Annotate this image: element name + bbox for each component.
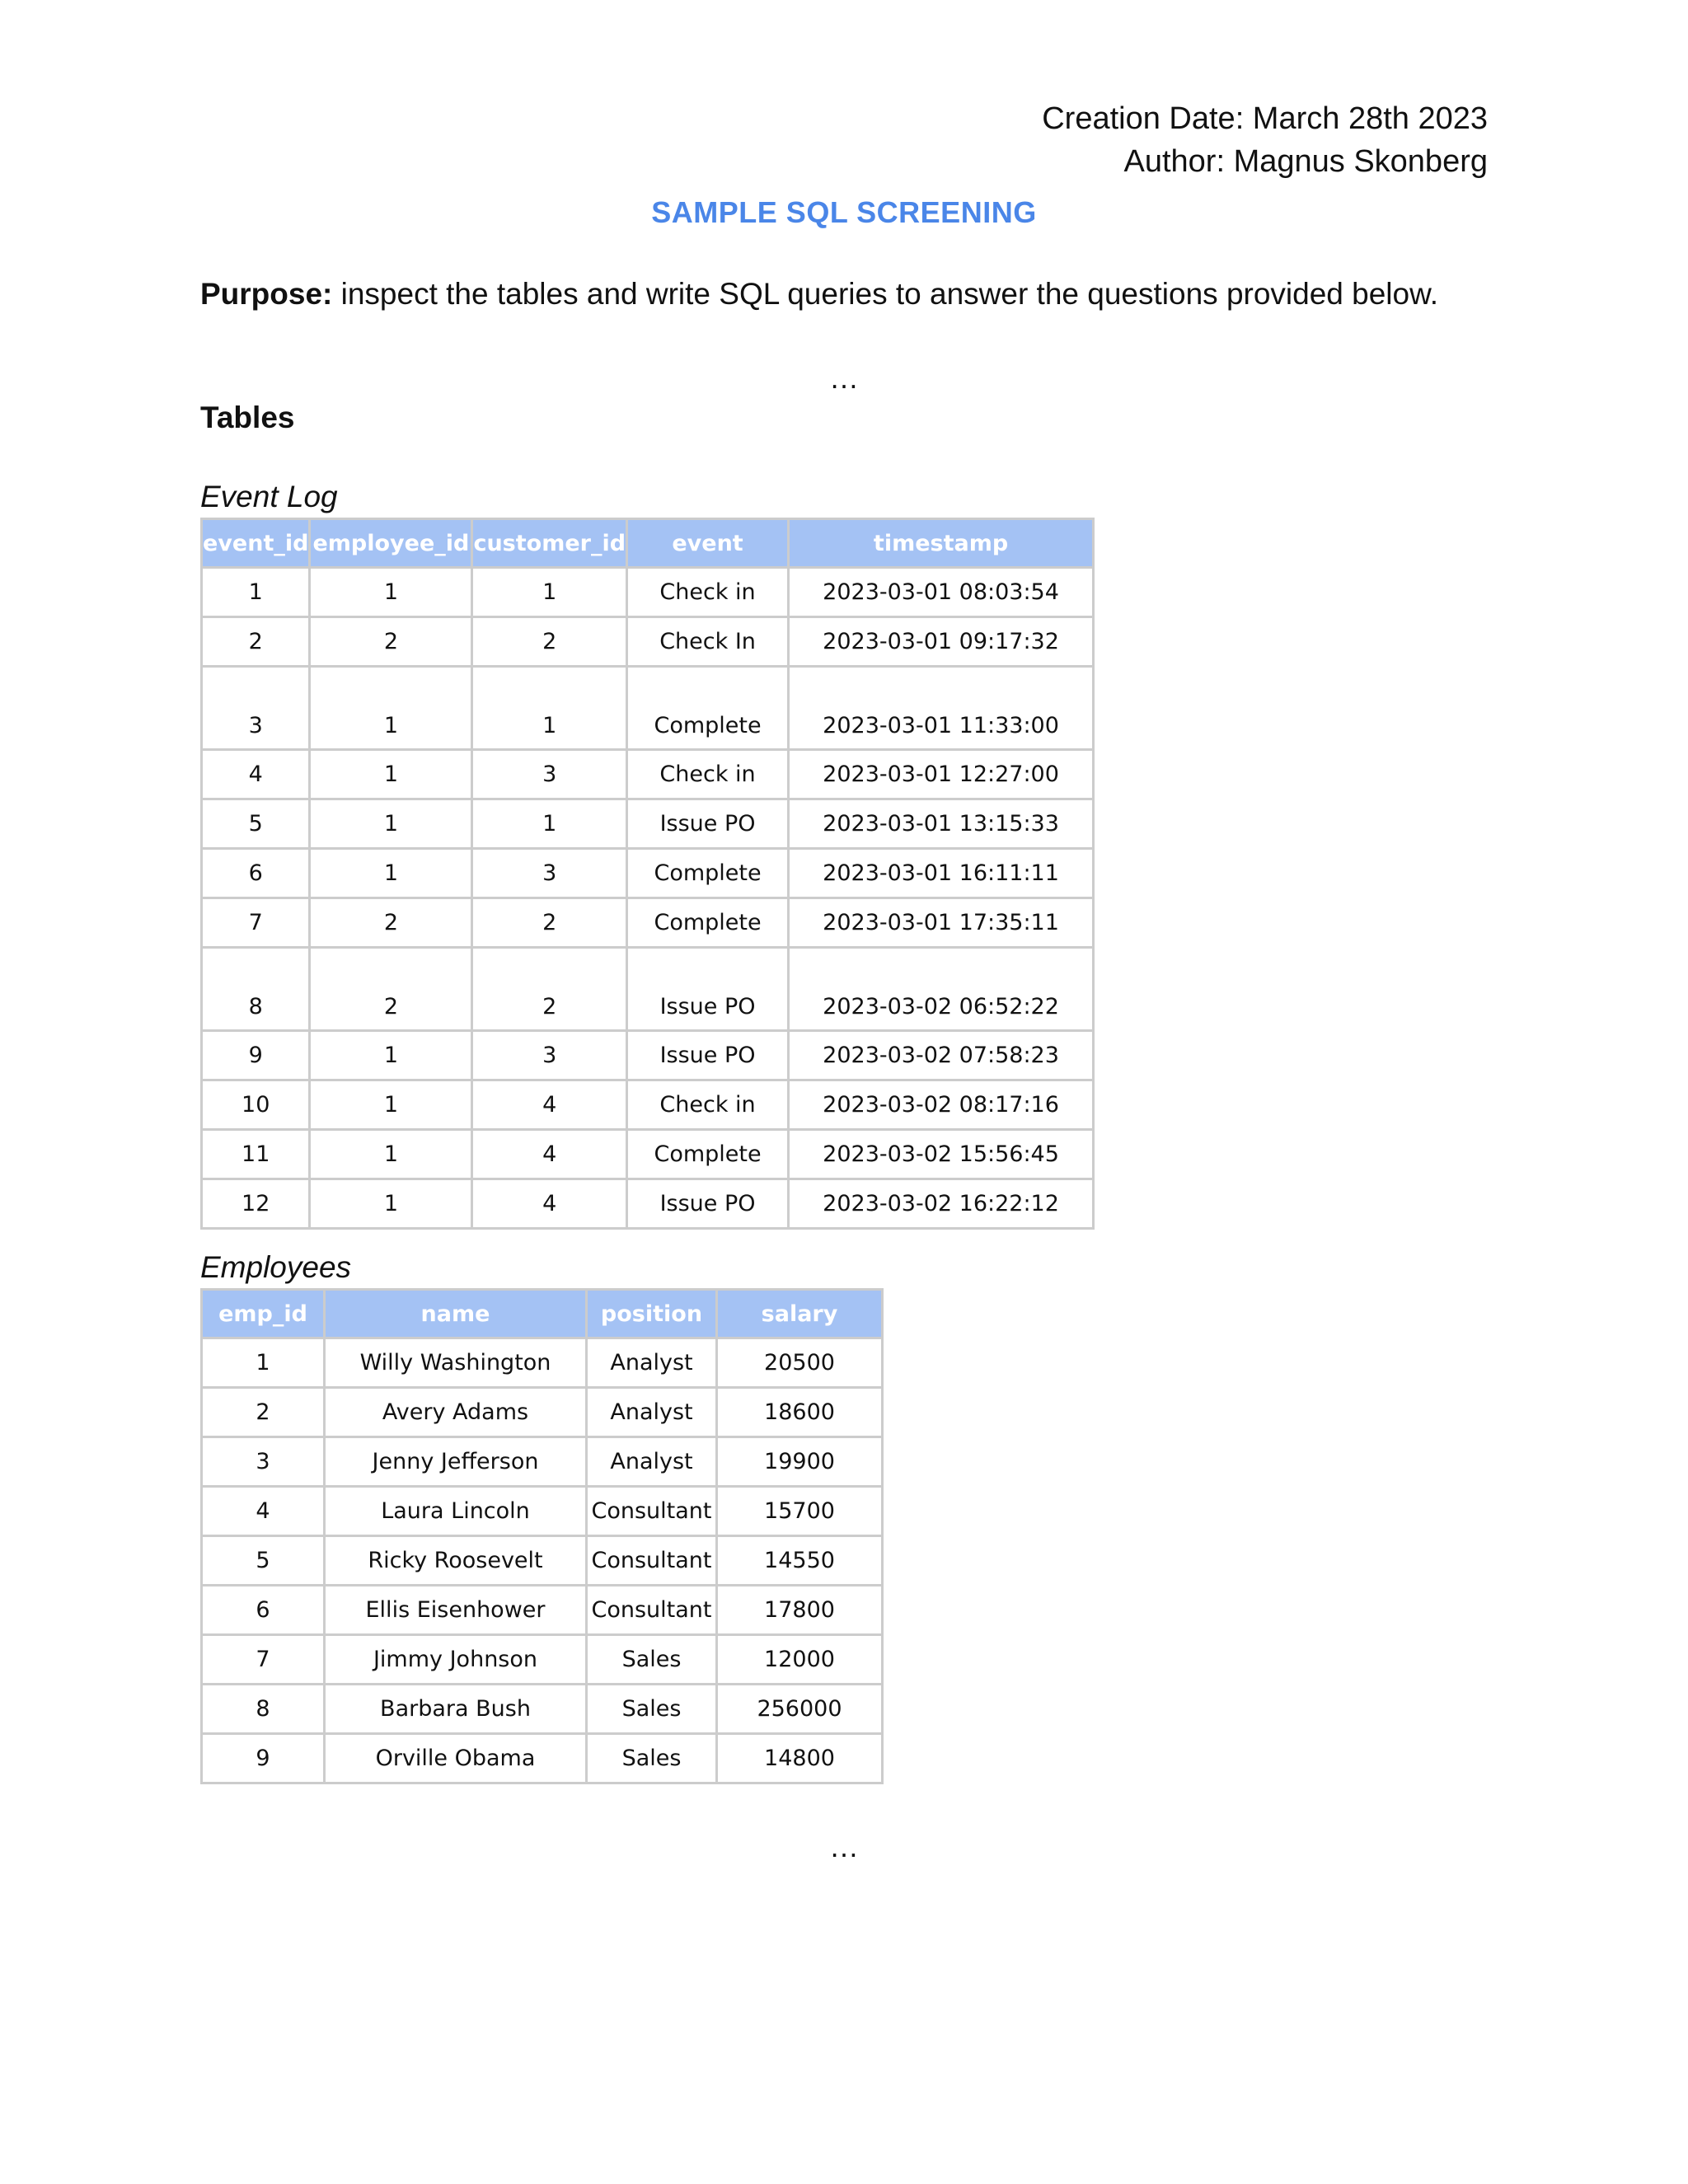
table-cell: 5: [202, 1536, 325, 1586]
table-cell: Consultant: [587, 1586, 717, 1635]
table-cell: 2023-03-01 11:33:00: [789, 667, 1094, 750]
table-cell: Complete: [627, 898, 789, 948]
document-meta: [1042, 97, 1488, 183]
column-header: employee_id: [310, 519, 472, 568]
column-header: name: [325, 1290, 587, 1338]
table-cell: Sales: [587, 1635, 717, 1685]
table-cell: 1: [310, 667, 472, 750]
table-cell: 6: [202, 849, 310, 898]
table-cell: 20500: [717, 1338, 883, 1388]
table-cell: Check in: [627, 568, 789, 617]
table-cell: 4: [202, 1487, 325, 1536]
table-row: [202, 1388, 883, 1437]
table-cell: Barbara Bush: [325, 1685, 587, 1734]
table-cell: 3: [472, 849, 627, 898]
table-row: [202, 1031, 1094, 1080]
table-cell: 1: [472, 799, 627, 849]
table-row: [202, 1080, 1094, 1130]
table-cell: Complete: [627, 849, 789, 898]
table-cell: Ellis Eisenhower: [325, 1586, 587, 1635]
table-cell: 1: [202, 1338, 325, 1388]
purpose-label: Purpose:: [200, 277, 333, 311]
table-row: [202, 1130, 1094, 1179]
purpose-text: inspect the tables and write SQL queries to answer the questions provided below.: [332, 277, 1439, 311]
column-header: event: [627, 519, 789, 568]
table-cell: 1: [202, 568, 310, 617]
table-cell: 1: [310, 849, 472, 898]
table-cell: Analyst: [587, 1437, 717, 1487]
table-cell: 1: [310, 1080, 472, 1130]
column-header: timestamp: [789, 519, 1094, 568]
column-header: customer_id: [472, 519, 627, 568]
table-cell: 15700: [717, 1487, 883, 1536]
table-header-row: [202, 519, 1094, 568]
table-cell: Complete: [627, 1130, 789, 1179]
table-row: [202, 849, 1094, 898]
table-row: [202, 898, 1094, 948]
table-cell: 2023-03-01 09:17:32: [789, 617, 1094, 667]
table-cell: 9: [202, 1031, 310, 1080]
table-cell: 1: [310, 568, 472, 617]
table-cell: 2023-03-02 06:52:22: [789, 948, 1094, 1031]
table-cell: 1: [310, 1179, 472, 1229]
table-header-row: [202, 1290, 883, 1338]
page-title: SAMPLE SQL SCREENING: [651, 195, 1037, 229]
table-cell: Complete: [627, 667, 789, 750]
table-row: [202, 568, 1094, 617]
event-log-table: [200, 518, 1095, 1230]
table-cell: 5: [202, 799, 310, 849]
table-cell: 3: [472, 750, 627, 799]
column-header: position: [587, 1290, 717, 1338]
table-cell: 2: [472, 948, 627, 1031]
table-cell: 3: [472, 1031, 627, 1080]
table-cell: 2: [310, 948, 472, 1031]
table-row: [202, 750, 1094, 799]
table-cell: 2023-03-01 13:15:33: [789, 799, 1094, 849]
table-row: [202, 617, 1094, 667]
table-cell: Willy Washington: [325, 1338, 587, 1388]
table-cell: Issue PO: [627, 1179, 789, 1229]
table-cell: 12000: [717, 1635, 883, 1685]
ellipsis-top: …: [829, 361, 859, 395]
table-cell: 3: [202, 1437, 325, 1487]
table-cell: Orville Obama: [325, 1734, 587, 1783]
table-cell: 4: [472, 1080, 627, 1130]
table-cell: 9: [202, 1734, 325, 1783]
event-log-caption: Event Log: [200, 480, 338, 513]
table-cell: 2023-03-02 16:22:12: [789, 1179, 1094, 1229]
table-cell: 2: [472, 898, 627, 948]
table-cell: Analyst: [587, 1388, 717, 1437]
table-cell: 2023-03-02 07:58:23: [789, 1031, 1094, 1080]
table-row: [202, 1734, 883, 1783]
ellipsis-bottom: …: [829, 1830, 859, 1863]
table-cell: 2023-03-02 08:17:16: [789, 1080, 1094, 1130]
table-cell: 1: [310, 750, 472, 799]
table-cell: 1: [310, 1130, 472, 1179]
table-row: [202, 1179, 1094, 1229]
table-cell: Consultant: [587, 1536, 717, 1586]
column-header: salary: [717, 1290, 883, 1338]
table-cell: 2023-03-01 12:27:00: [789, 750, 1094, 799]
table-cell: Avery Adams: [325, 1388, 587, 1437]
table-cell: 14550: [717, 1536, 883, 1586]
table-cell: Check In: [627, 617, 789, 667]
table-cell: 2: [202, 617, 310, 667]
employees-table: [200, 1288, 884, 1784]
table-cell: 11: [202, 1130, 310, 1179]
table-row: [202, 1685, 883, 1734]
table-cell: 4: [202, 750, 310, 799]
table-row: [202, 799, 1094, 849]
table-cell: Check in: [627, 750, 789, 799]
table-cell: 1: [310, 1031, 472, 1080]
table-cell: Issue PO: [627, 799, 789, 849]
table-row: [202, 948, 1094, 1031]
table-cell: Consultant: [587, 1487, 717, 1536]
table-cell: 1: [310, 799, 472, 849]
table-cell: Ricky Roosevelt: [325, 1536, 587, 1586]
table-cell: Sales: [587, 1734, 717, 1783]
table-row: [202, 1338, 883, 1388]
table-cell: 4: [472, 1130, 627, 1179]
table-cell: Issue PO: [627, 1031, 789, 1080]
table-cell: 8: [202, 1685, 325, 1734]
table-row: [202, 1487, 883, 1536]
table-cell: Jimmy Johnson: [325, 1635, 587, 1685]
table-cell: 7: [202, 1635, 325, 1685]
tables-heading: Tables: [200, 401, 295, 434]
table-cell: 3: [202, 667, 310, 750]
table-cell: 1: [472, 667, 627, 750]
table-cell: 19900: [717, 1437, 883, 1487]
table-cell: 2: [310, 898, 472, 948]
table-row: [202, 667, 1094, 750]
table-cell: 6: [202, 1586, 325, 1635]
table-cell: Check in: [627, 1080, 789, 1130]
table-cell: 2: [202, 1388, 325, 1437]
table-cell: 17800: [717, 1586, 883, 1635]
column-header: emp_id: [202, 1290, 325, 1338]
table-cell: 2: [472, 617, 627, 667]
table-cell: 1: [472, 568, 627, 617]
table-cell: 10: [202, 1080, 310, 1130]
employees-caption: Employees: [200, 1250, 352, 1284]
table-cell: 2023-03-01 17:35:11: [789, 898, 1094, 948]
table-cell: 14800: [717, 1734, 883, 1783]
table-cell: 2023-03-01 16:11:11: [789, 849, 1094, 898]
table-cell: 2023-03-02 15:56:45: [789, 1130, 1094, 1179]
column-header: event_id: [202, 519, 310, 568]
table-cell: 12: [202, 1179, 310, 1229]
table-row: [202, 1635, 883, 1685]
table-cell: 2: [310, 617, 472, 667]
table-row: [202, 1536, 883, 1586]
creation-date: Creation Date: March 28th 2023: [1042, 101, 1488, 136]
table-row: [202, 1586, 883, 1635]
table-cell: 2023-03-01 08:03:54: [789, 568, 1094, 617]
table-cell: 8: [202, 948, 310, 1031]
purpose-statement: [200, 277, 1438, 312]
table-cell: Sales: [587, 1685, 717, 1734]
table-cell: Laura Lincoln: [325, 1487, 587, 1536]
table-cell: Jenny Jefferson: [325, 1437, 587, 1487]
table-cell: 4: [472, 1179, 627, 1229]
table-cell: 256000: [717, 1685, 883, 1734]
table-cell: Issue PO: [627, 948, 789, 1031]
author: Author: Magnus Skonberg: [1123, 144, 1488, 179]
table-cell: Analyst: [587, 1338, 717, 1388]
table-cell: 7: [202, 898, 310, 948]
table-row: [202, 1437, 883, 1487]
table-cell: 18600: [717, 1388, 883, 1437]
